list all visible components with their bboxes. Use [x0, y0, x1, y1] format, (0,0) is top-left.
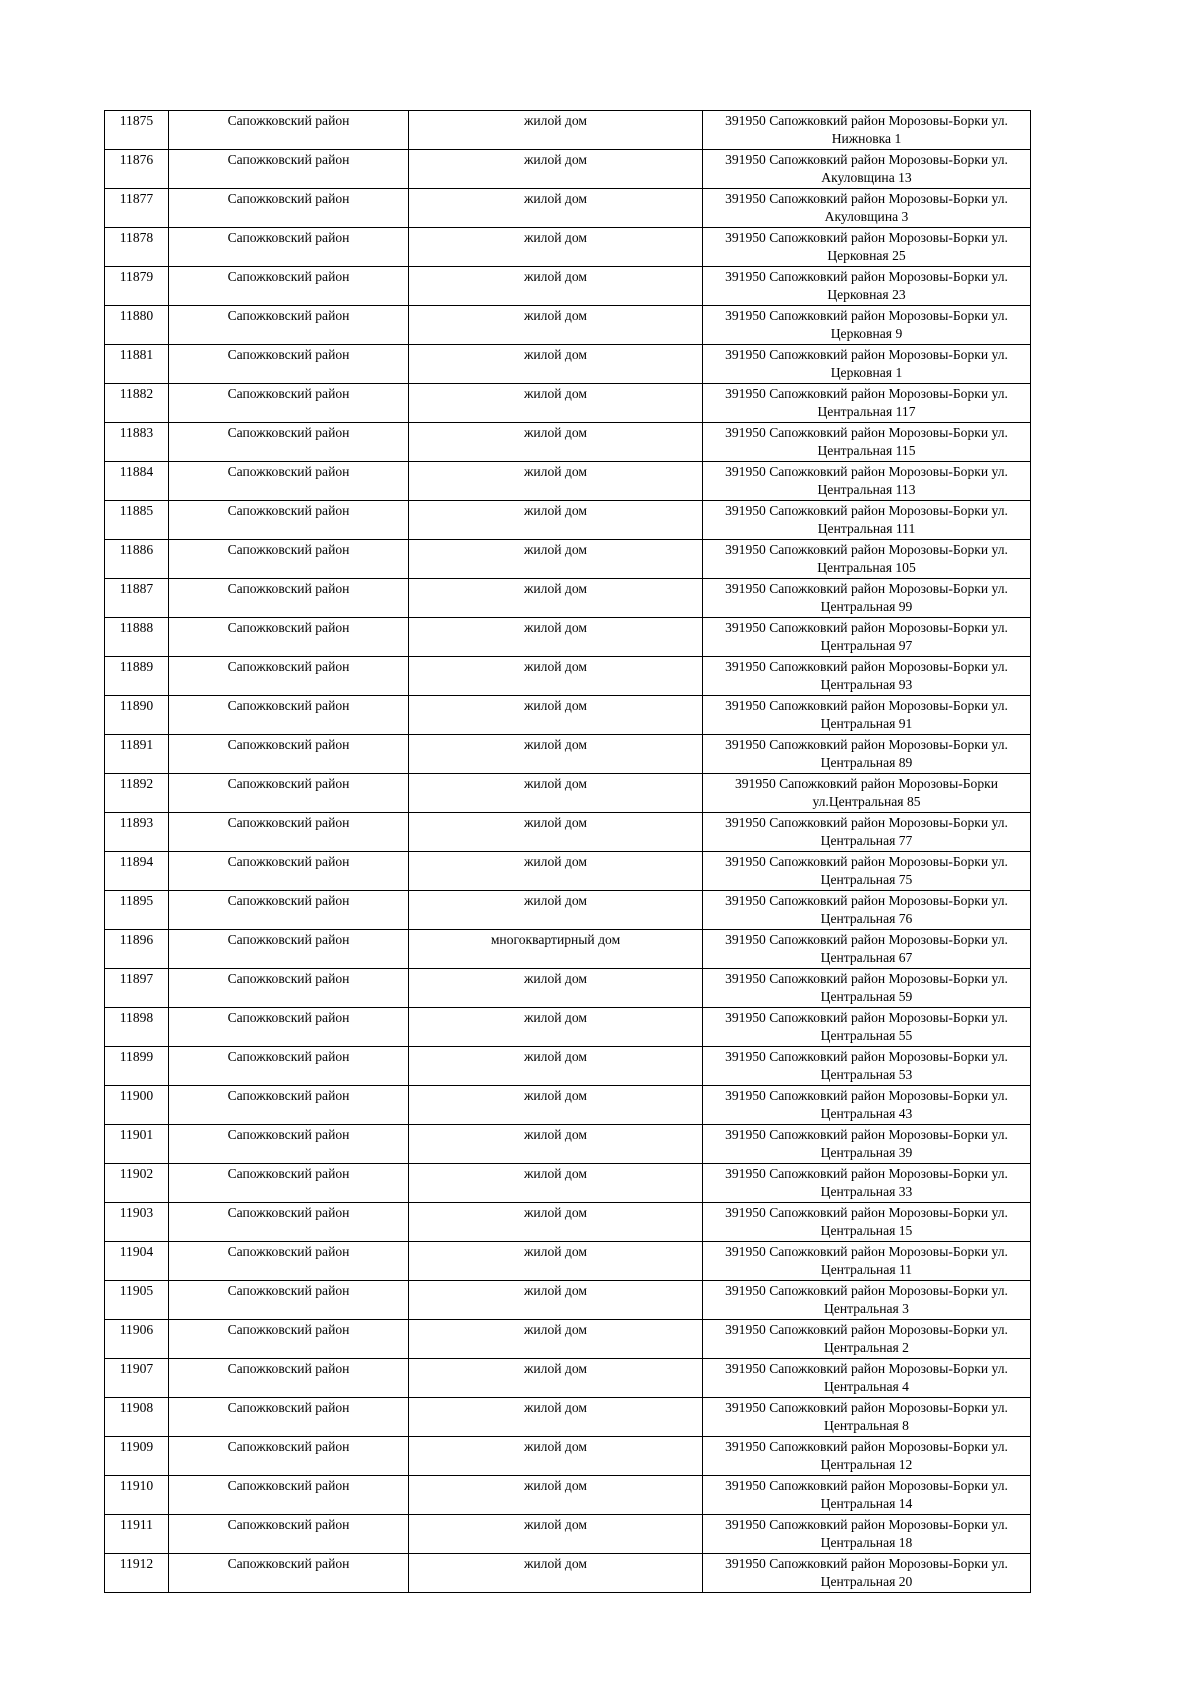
address-line: Центральная 89	[820, 755, 913, 770]
district-cell: Сапожковский район	[169, 930, 409, 969]
building-type-cell: жилой дом	[409, 1320, 703, 1359]
table-row	[105, 1359, 1031, 1398]
district-cell: Сапожковский район	[169, 1437, 409, 1476]
row-id-cell: 11879	[105, 267, 169, 306]
district-cell: Сапожковский район	[169, 1515, 409, 1554]
address-line: Центральная 111	[817, 521, 916, 536]
district-cell: Сапожковский район	[169, 384, 409, 423]
address-line: 391950 Сапожковкий район Морозовы-Борки ул.	[725, 737, 1008, 752]
address-line: Центральная 39	[820, 1145, 913, 1160]
address-line: 391950 Сапожковкий район Морозовы-Борки ул.	[725, 620, 1008, 635]
address-line: Центральная 3	[824, 1301, 909, 1316]
address-line: Церковная 1	[830, 365, 903, 380]
address-line: 391950 Сапожковкий район Морозовы-Борки ул.	[725, 425, 1008, 440]
address-cell	[703, 618, 1031, 657]
address-line: Центральная 12	[820, 1457, 913, 1472]
district-cell: Сапожковский район	[169, 189, 409, 228]
building-type-cell: жилой дом	[409, 345, 703, 384]
property-table	[104, 110, 1031, 1593]
table-row	[105, 1008, 1031, 1047]
table-row	[105, 579, 1031, 618]
row-id-cell: 11907	[105, 1359, 169, 1398]
table-row	[105, 1281, 1031, 1320]
district-cell: Сапожковский район	[169, 1554, 409, 1593]
row-id-cell: 11881	[105, 345, 169, 384]
address-line: 391950 Сапожковкий район Морозовы-Борки ул.	[725, 1205, 1008, 1220]
address-cell	[703, 1476, 1031, 1515]
table-row	[105, 852, 1031, 891]
row-id-cell: 11903	[105, 1203, 169, 1242]
address-line: Центральная 53	[820, 1067, 913, 1082]
row-id-cell: 11887	[105, 579, 169, 618]
address-line: Центральная 105	[817, 560, 916, 575]
address-cell	[703, 1242, 1031, 1281]
district-cell: Сапожковский район	[169, 1320, 409, 1359]
address-line: Центральная 33	[820, 1184, 913, 1199]
district-cell: Сапожковский район	[169, 462, 409, 501]
address-line: Центральная 67	[820, 950, 913, 965]
district-cell: Сапожковский район	[169, 657, 409, 696]
building-type-cell: жилой дом	[409, 696, 703, 735]
address-line: 391950 Сапожковкий район Морозовы-Борки ул.	[725, 581, 1008, 596]
table-row	[105, 1242, 1031, 1281]
address-line: 391950 Сапожковкий район Морозовы-Борки ул.	[725, 230, 1008, 245]
address-line: Центральная 115	[817, 443, 916, 458]
row-id-cell: 11902	[105, 1164, 169, 1203]
table-row	[105, 891, 1031, 930]
row-id-cell: 11911	[105, 1515, 169, 1554]
building-type-cell: жилой дом	[409, 1554, 703, 1593]
table-row	[105, 345, 1031, 384]
address-line: 391950 Сапожковкий район Морозовы-Борки ул.	[725, 932, 1008, 947]
table-row	[105, 501, 1031, 540]
address-line: Центральная 18	[820, 1535, 913, 1550]
building-type-cell: жилой дом	[409, 579, 703, 618]
row-id-cell: 11880	[105, 306, 169, 345]
building-type-cell: жилой дом	[409, 228, 703, 267]
district-cell: Сапожковский район	[169, 618, 409, 657]
row-id-cell: 11889	[105, 657, 169, 696]
table-row	[105, 423, 1031, 462]
district-cell: Сапожковский район	[169, 1008, 409, 1047]
address-cell	[703, 969, 1031, 1008]
table-row	[105, 228, 1031, 267]
row-id-cell: 11883	[105, 423, 169, 462]
address-line: Центральная 77	[820, 833, 913, 848]
address-cell	[703, 345, 1031, 384]
address-line: 391950 Сапожковкий район Морозовы-Борки ул.	[725, 1400, 1008, 1415]
district-cell: Сапожковский район	[169, 1125, 409, 1164]
address-line: 391950 Сапожковкий район Морозовы-Борки ул.	[725, 659, 1008, 674]
address-line: 391950 Сапожковкий район Морозовы-Борки ул.	[725, 1244, 1008, 1259]
row-id-cell: 11875	[105, 111, 169, 150]
row-id-cell: 11896	[105, 930, 169, 969]
address-line: Центральная 14	[820, 1496, 913, 1511]
address-line: Центральная 4	[824, 1379, 909, 1394]
building-type-cell: жилой дом	[409, 1398, 703, 1437]
district-cell: Сапожковский район	[169, 1281, 409, 1320]
district-cell: Сапожковский район	[169, 306, 409, 345]
address-line: 391950 Сапожковкий район Морозовы-Борки ул.	[725, 1166, 1008, 1181]
row-id-cell: 11884	[105, 462, 169, 501]
address-cell	[703, 384, 1031, 423]
address-cell	[703, 1320, 1031, 1359]
address-cell	[703, 111, 1031, 150]
address-line: Церковная 25	[827, 248, 906, 263]
table-row	[105, 1203, 1031, 1242]
row-id-cell: 11909	[105, 1437, 169, 1476]
address-line: 391950 Сапожковкий район Морозовы-Борки ул.	[725, 386, 1008, 401]
address-line: Центральная 59	[820, 989, 913, 1004]
address-line: Центральная 93	[820, 677, 913, 692]
district-cell: Сапожковский район	[169, 228, 409, 267]
address-cell	[703, 462, 1031, 501]
address-line: 391950 Сапожковкий район Морозовы-Борки ул.	[725, 1439, 1008, 1454]
district-cell: Сапожковский район	[169, 1203, 409, 1242]
table-body	[105, 111, 1031, 1593]
building-type-cell: многоквартирный дом	[409, 930, 703, 969]
district-cell: Сапожковский район	[169, 1086, 409, 1125]
address-cell	[703, 1398, 1031, 1437]
row-id-cell: 11899	[105, 1047, 169, 1086]
address-line: 391950 Сапожковкий район Морозовы-Борки ул.	[725, 191, 1008, 206]
building-type-cell: жилой дом	[409, 1086, 703, 1125]
district-cell: Сапожковский район	[169, 969, 409, 1008]
building-type-cell: жилой дом	[409, 1164, 703, 1203]
building-type-cell: жилой дом	[409, 891, 703, 930]
row-id-cell: 11890	[105, 696, 169, 735]
row-id-cell: 11892	[105, 774, 169, 813]
district-cell: Сапожковский район	[169, 735, 409, 774]
row-id-cell: 11876	[105, 150, 169, 189]
building-type-cell: жилой дом	[409, 501, 703, 540]
row-id-cell: 11878	[105, 228, 169, 267]
row-id-cell: 11898	[105, 1008, 169, 1047]
row-id-cell: 11886	[105, 540, 169, 579]
address-line: 391950 Сапожковкий район Морозовы-Борки ул.	[725, 1556, 1008, 1571]
address-cell	[703, 423, 1031, 462]
table-row	[105, 111, 1031, 150]
table-row	[105, 813, 1031, 852]
row-id-cell: 11910	[105, 1476, 169, 1515]
row-id-cell: 11885	[105, 501, 169, 540]
address-line: 391950 Сапожковкий район Морозовы-Борки ул.	[725, 464, 1008, 479]
table-row	[105, 306, 1031, 345]
table-row	[105, 267, 1031, 306]
row-id-cell: 11891	[105, 735, 169, 774]
table-row	[105, 462, 1031, 501]
table-row	[105, 1320, 1031, 1359]
address-line: Центральная 113	[817, 482, 916, 497]
district-cell: Сапожковский район	[169, 111, 409, 150]
district-cell: Сапожковский район	[169, 696, 409, 735]
table-row	[105, 189, 1031, 228]
address-line: 391950 Сапожковкий район Морозовы-Борки ул.	[725, 1088, 1008, 1103]
building-type-cell: жилой дом	[409, 384, 703, 423]
address-line: 391950 Сапожковкий район Морозовы-Борки ул.	[725, 347, 1008, 362]
district-cell: Сапожковский район	[169, 813, 409, 852]
district-cell: Сапожковский район	[169, 267, 409, 306]
table-row	[105, 1125, 1031, 1164]
address-line: 391950 Сапожковкий район Морозовы-Борки ул.	[725, 1322, 1008, 1337]
address-line: 391950 Сапожковкий район Морозовы-Борки ул.	[725, 152, 1008, 167]
district-cell: Сапожковский район	[169, 1359, 409, 1398]
table-row	[105, 1437, 1031, 1476]
address-line: 391950 Сапожковкий район Морозовы-Борки ул.	[725, 893, 1008, 908]
table-row	[105, 969, 1031, 1008]
address-line: Центральная 43	[820, 1106, 913, 1121]
address-line: 391950 Сапожковкий район Морозовы-Борки ул.	[725, 113, 1008, 128]
address-cell	[703, 1554, 1031, 1593]
address-line: 391950 Сапожковкий район Морозовы-Борки	[734, 776, 999, 791]
table-row	[105, 150, 1031, 189]
address-cell	[703, 579, 1031, 618]
address-line: Центральная 117	[817, 404, 916, 419]
row-id-cell: 11895	[105, 891, 169, 930]
district-cell: Сапожковский район	[169, 1476, 409, 1515]
building-type-cell: жилой дом	[409, 813, 703, 852]
row-id-cell: 11904	[105, 1242, 169, 1281]
address-cell	[703, 813, 1031, 852]
building-type-cell: жилой дом	[409, 1125, 703, 1164]
row-id-cell: 11888	[105, 618, 169, 657]
building-type-cell: жилой дом	[409, 1281, 703, 1320]
address-cell	[703, 735, 1031, 774]
address-line: 391950 Сапожковкий район Морозовы-Борки ул.	[725, 308, 1008, 323]
district-cell: Сапожковский район	[169, 891, 409, 930]
address-line: Акуловщина 3	[824, 209, 909, 224]
building-type-cell: жилой дом	[409, 1359, 703, 1398]
table-row	[105, 1047, 1031, 1086]
building-type-cell: жилой дом	[409, 1008, 703, 1047]
district-cell: Сапожковский район	[169, 1242, 409, 1281]
building-type-cell: жилой дом	[409, 189, 703, 228]
building-type-cell: жилой дом	[409, 735, 703, 774]
address-cell	[703, 1008, 1031, 1047]
address-line: 391950 Сапожковкий район Морозовы-Борки ул.	[725, 854, 1008, 869]
address-line: 391950 Сапожковкий район Морозовы-Борки ул.	[725, 1283, 1008, 1298]
address-line: Церковная 23	[827, 287, 906, 302]
address-line: Центральная 8	[824, 1418, 909, 1433]
address-line: ул.Центральная 85	[812, 794, 921, 809]
row-id-cell: 11908	[105, 1398, 169, 1437]
table-row	[105, 774, 1031, 813]
address-cell	[703, 228, 1031, 267]
building-type-cell: жилой дом	[409, 1242, 703, 1281]
row-id-cell: 11882	[105, 384, 169, 423]
building-type-cell: жилой дом	[409, 1203, 703, 1242]
building-type-cell: жилой дом	[409, 462, 703, 501]
address-line: 391950 Сапожковкий район Морозовы-Борки ул.	[725, 1049, 1008, 1064]
table-row	[105, 1398, 1031, 1437]
address-cell	[703, 1203, 1031, 1242]
address-line: Центральная 91	[820, 716, 913, 731]
building-type-cell: жилой дом	[409, 969, 703, 1008]
address-line: Центральная 20	[820, 1574, 913, 1589]
building-type-cell: жилой дом	[409, 618, 703, 657]
row-id-cell: 11906	[105, 1320, 169, 1359]
district-cell: Сапожковский район	[169, 774, 409, 813]
building-type-cell: жилой дом	[409, 1515, 703, 1554]
address-cell	[703, 696, 1031, 735]
district-cell: Сапожковский район	[169, 501, 409, 540]
address-line: 391950 Сапожковкий район Морозовы-Борки ул.	[725, 1361, 1008, 1376]
address-line: 391950 Сапожковкий район Морозовы-Борки ул.	[725, 1010, 1008, 1025]
address-line: 391950 Сапожковкий район Морозовы-Борки ул.	[725, 503, 1008, 518]
address-cell	[703, 774, 1031, 813]
row-id-cell: 11905	[105, 1281, 169, 1320]
address-cell	[703, 852, 1031, 891]
address-line: Акуловщина 13	[821, 170, 912, 185]
district-cell: Сапожковский район	[169, 345, 409, 384]
district-cell: Сапожковский район	[169, 150, 409, 189]
row-id-cell: 11901	[105, 1125, 169, 1164]
table-row	[105, 618, 1031, 657]
district-cell: Сапожковский район	[169, 423, 409, 462]
row-id-cell: 11897	[105, 969, 169, 1008]
district-cell: Сапожковский район	[169, 1164, 409, 1203]
address-cell	[703, 189, 1031, 228]
building-type-cell: жилой дом	[409, 657, 703, 696]
address-cell	[703, 501, 1031, 540]
building-type-cell: жилой дом	[409, 1437, 703, 1476]
table-row	[105, 735, 1031, 774]
address-line: 391950 Сапожковкий район Морозовы-Борки ул.	[725, 1127, 1008, 1142]
address-line: Центральная 11	[820, 1262, 913, 1277]
address-cell	[703, 891, 1031, 930]
table-row	[105, 540, 1031, 579]
building-type-cell: жилой дом	[409, 111, 703, 150]
address-cell	[703, 150, 1031, 189]
address-cell	[703, 306, 1031, 345]
table-row	[105, 1086, 1031, 1125]
address-line: Центральная 76	[820, 911, 913, 926]
building-type-cell: жилой дом	[409, 1047, 703, 1086]
address-line: 391950 Сапожковкий район Морозовы-Борки ул.	[725, 815, 1008, 830]
table-row	[105, 696, 1031, 735]
address-cell	[703, 1359, 1031, 1398]
building-type-cell: жилой дом	[409, 1476, 703, 1515]
table-row	[105, 1164, 1031, 1203]
table-row	[105, 1476, 1031, 1515]
row-id-cell: 11894	[105, 852, 169, 891]
address-cell	[703, 1437, 1031, 1476]
address-cell	[703, 1125, 1031, 1164]
address-cell	[703, 1281, 1031, 1320]
address-cell	[703, 1086, 1031, 1125]
building-type-cell: жилой дом	[409, 540, 703, 579]
row-id-cell: 11900	[105, 1086, 169, 1125]
table-row	[105, 1515, 1031, 1554]
address-line: Центральная 75	[820, 872, 913, 887]
address-line: Центральная 99	[820, 599, 913, 614]
address-cell	[703, 267, 1031, 306]
table-row	[105, 1554, 1031, 1593]
address-line: 391950 Сапожковкий район Морозовы-Борки ул.	[725, 542, 1008, 557]
table-row	[105, 384, 1031, 423]
address-cell	[703, 540, 1031, 579]
table-row	[105, 930, 1031, 969]
building-type-cell: жилой дом	[409, 852, 703, 891]
address-line: Центральная 97	[820, 638, 913, 653]
district-cell: Сапожковский район	[169, 852, 409, 891]
address-line: 391950 Сапожковкий район Морозовы-Борки ул.	[725, 698, 1008, 713]
building-type-cell: жилой дом	[409, 306, 703, 345]
table-row	[105, 657, 1031, 696]
address-cell	[703, 1047, 1031, 1086]
address-line: Нижновка 1	[831, 131, 902, 146]
address-cell	[703, 930, 1031, 969]
building-type-cell: жилой дом	[409, 774, 703, 813]
address-cell	[703, 1515, 1031, 1554]
row-id-cell: 11877	[105, 189, 169, 228]
address-line: Центральная 55	[820, 1028, 913, 1043]
row-id-cell: 11912	[105, 1554, 169, 1593]
address-line: 391950 Сапожковкий район Морозовы-Борки ул.	[725, 1517, 1008, 1532]
address-line: 391950 Сапожковкий район Морозовы-Борки ул.	[725, 971, 1008, 986]
address-cell	[703, 1164, 1031, 1203]
district-cell: Сапожковский район	[169, 540, 409, 579]
district-cell: Сапожковский район	[169, 1398, 409, 1437]
district-cell: Сапожковский район	[169, 1047, 409, 1086]
address-line: 391950 Сапожковкий район Морозовы-Борки ул.	[725, 1478, 1008, 1493]
building-type-cell: жилой дом	[409, 267, 703, 306]
building-type-cell: жилой дом	[409, 150, 703, 189]
address-line: Церковная 9	[830, 326, 903, 341]
address-line: 391950 Сапожковкий район Морозовы-Борки ул.	[725, 269, 1008, 284]
address-line: Центральная 15	[820, 1223, 913, 1238]
district-cell: Сапожковский район	[169, 579, 409, 618]
building-type-cell: жилой дом	[409, 423, 703, 462]
row-id-cell: 11893	[105, 813, 169, 852]
address-cell	[703, 657, 1031, 696]
address-line: Центральная 2	[824, 1340, 909, 1355]
